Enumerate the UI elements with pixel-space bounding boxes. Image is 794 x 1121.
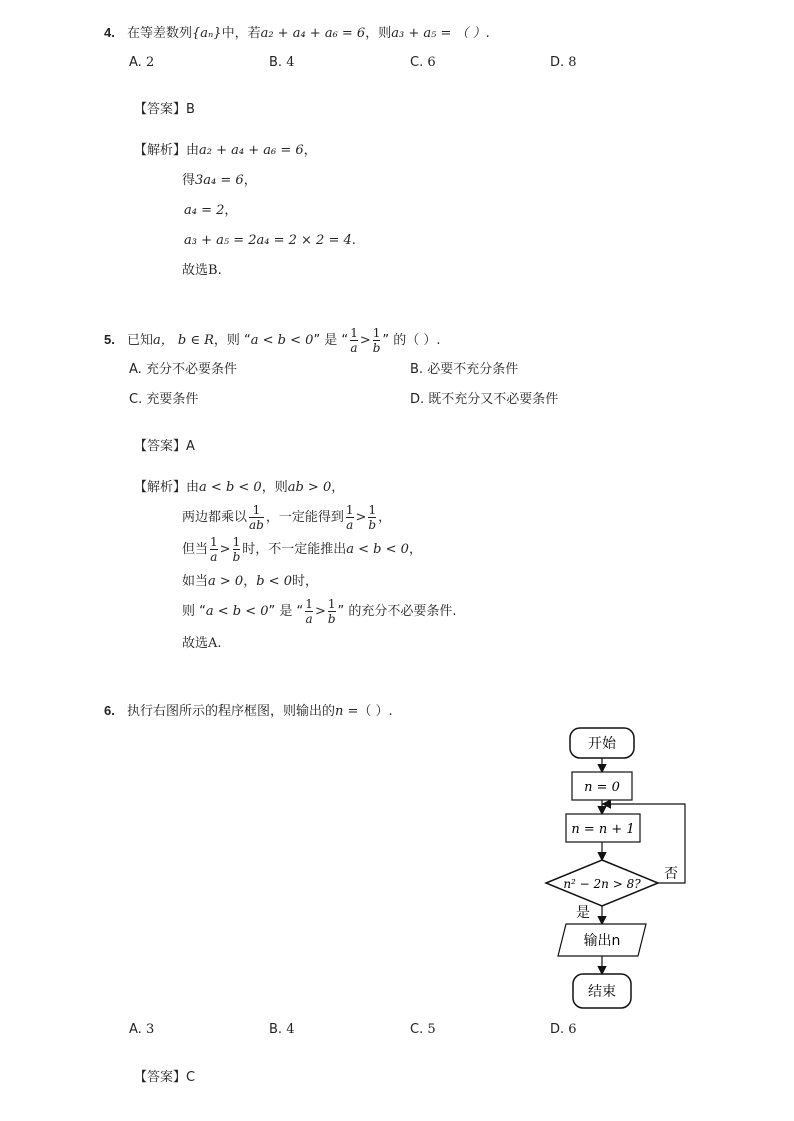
analysis-math: a < b < 0	[205, 604, 269, 619]
option-letter: C.	[129, 392, 143, 407]
analysis-math: B	[208, 263, 218, 278]
option-value: 5	[427, 1022, 436, 1037]
option-b[interactable]	[269, 54, 294, 72]
analysis-math: ab > 0	[287, 480, 332, 495]
analysis-math: a₄ = 2	[184, 203, 225, 218]
analysis-line	[182, 573, 318, 591]
init-label: n = 0	[584, 780, 620, 795]
question-5-stem	[104, 322, 441, 359]
numerator: 1	[368, 503, 377, 517]
option-letter: D.	[410, 392, 425, 407]
option-letter: A.	[129, 362, 142, 377]
stem-variables: a， b ∈ R	[153, 333, 214, 348]
denominator: b	[368, 518, 377, 532]
stem-math: n =	[335, 704, 359, 719]
analysis-text: 时，不一定能推出	[242, 542, 347, 557]
analysis-text: ” 的充分不必要条件.	[337, 604, 457, 619]
option-b[interactable]	[269, 1021, 294, 1039]
answer-line	[134, 438, 195, 456]
analysis-math: A	[208, 636, 218, 651]
option-a[interactable]	[129, 361, 237, 379]
analysis-text: 两边都乘以	[182, 510, 248, 525]
option-value: 6	[427, 55, 436, 70]
greater-than-sign: >	[359, 333, 371, 348]
option-letter: A.	[129, 55, 142, 70]
option-value: 8	[568, 55, 577, 70]
analysis-text: 则 “	[182, 604, 206, 619]
answer-value: B	[186, 102, 195, 117]
denominator: a	[350, 341, 358, 355]
answer-line	[134, 101, 195, 119]
analysis-line	[134, 142, 317, 160]
option-letter: C.	[410, 55, 424, 70]
option-letter: B.	[410, 362, 424, 377]
option-value: 2	[145, 55, 155, 70]
analysis-text: ，	[303, 143, 317, 158]
numerator: 1	[350, 326, 358, 340]
fraction-one-over-b	[233, 535, 241, 564]
stem-text: ，则 “	[213, 333, 251, 348]
end-label: 结束	[588, 984, 616, 1000]
analysis-line	[134, 479, 344, 497]
analysis-math: a < b < 0	[346, 542, 409, 557]
analysis-text: ” 是 “	[268, 604, 304, 619]
analysis-line	[182, 635, 222, 653]
analysis-label: 【解析】	[134, 480, 187, 495]
stem-text: 执行右图所示的程序框图，则输出的	[126, 704, 335, 719]
option-a[interactable]	[129, 1021, 154, 1039]
denominator: a	[210, 550, 218, 564]
denominator: b	[327, 612, 336, 626]
option-b[interactable]	[410, 361, 518, 379]
output-label: 输出n	[583, 933, 621, 949]
numerator: 1	[232, 535, 241, 549]
analysis-text: ，	[331, 480, 345, 495]
numerator: 1	[305, 597, 313, 611]
analysis-text: 故选	[182, 263, 209, 278]
analysis-line	[184, 202, 237, 220]
analysis-label: 【解析】	[134, 143, 187, 158]
option-letter: B.	[269, 1022, 283, 1037]
analysis-text: ，	[224, 203, 238, 218]
option-value: 4	[286, 1022, 295, 1037]
question-number: 5.	[104, 332, 115, 347]
denominator: a	[305, 612, 313, 626]
stem-text: 在等差数列	[126, 26, 192, 41]
analysis-text: 如当	[182, 574, 209, 589]
fraction-one-over-b	[368, 503, 376, 532]
option-value: 充分不必要条件	[145, 362, 237, 377]
option-letter: D.	[550, 55, 565, 70]
analysis-math: a₃ + a₅ = 2a₄ = 2 × 2 = 4	[184, 233, 352, 248]
start-label: 开始	[588, 736, 616, 752]
analysis-text: .	[217, 263, 222, 278]
option-value: 4	[286, 55, 295, 70]
increment-label: n = n + 1	[571, 822, 635, 837]
program-flowchart	[540, 724, 700, 1024]
option-value: 3	[145, 1022, 155, 1037]
condition-label: n² − 2n > 8?	[563, 877, 641, 891]
analysis-text: 时，	[291, 574, 318, 589]
option-letter: D.	[550, 1022, 565, 1037]
analysis-text: .	[217, 636, 222, 651]
stem-text: （ ）.	[358, 704, 393, 719]
analysis-text: 由	[186, 143, 200, 158]
option-c[interactable]	[410, 54, 436, 72]
analysis-line	[184, 232, 356, 250]
analysis-math: a > 0	[208, 574, 244, 589]
analysis-line	[182, 594, 457, 630]
option-c[interactable]	[129, 391, 198, 409]
stem-text: ” 的（ ）.	[382, 333, 441, 348]
question-number: 4.	[104, 25, 115, 40]
answer-line	[134, 1069, 195, 1087]
no-label: 否	[664, 866, 678, 882]
fraction-one-over-b	[328, 597, 336, 626]
fraction-one-over-a	[350, 326, 358, 355]
question-6-stem	[104, 702, 393, 721]
answer-value: A	[186, 439, 195, 454]
question-4-stem	[104, 24, 490, 43]
sequence-symbol: {aₙ}	[192, 26, 222, 41]
fraction-one-over-b	[373, 326, 381, 355]
option-value: 充要条件	[146, 392, 199, 407]
option-d[interactable]	[410, 391, 558, 409]
denominator: ab	[249, 518, 264, 532]
analysis-line	[182, 500, 391, 536]
greater-than-sign: >	[219, 542, 231, 557]
analysis-line	[182, 172, 257, 190]
stem-text: ” 是 “	[313, 333, 349, 348]
fraction-one-over-a	[346, 503, 354, 532]
question-number: 6.	[104, 703, 115, 718]
option-c[interactable]	[410, 1021, 436, 1039]
option-value: 必要不充分条件	[427, 362, 519, 377]
option-letter: A.	[129, 1022, 142, 1037]
option-letter: C.	[410, 1022, 424, 1037]
analysis-text: ，	[243, 574, 257, 589]
option-value: 6	[568, 1022, 577, 1037]
analysis-text: 但当	[182, 542, 209, 557]
analysis-text: ，则	[261, 480, 288, 495]
analysis-line	[182, 262, 222, 280]
option-d[interactable]	[550, 1021, 577, 1039]
greater-than-sign: >	[355, 510, 367, 525]
analysis-text: ，	[408, 542, 422, 557]
option-letter: B.	[269, 55, 283, 70]
numerator: 1	[372, 326, 381, 340]
stem-text: ，则	[365, 26, 392, 41]
analysis-text: .	[351, 233, 356, 248]
stem-text: 中，若	[221, 26, 261, 41]
denominator: b	[232, 550, 241, 564]
fraction-one-over-a	[305, 597, 313, 626]
condition-formula: a₂ + a₄ + a₆ = 6	[260, 26, 366, 41]
answer-label: 【答案】	[134, 102, 187, 117]
numerator: 1	[210, 535, 218, 549]
analysis-text: ，一定能得到	[265, 510, 344, 525]
answer-value: C	[186, 1070, 196, 1085]
option-d[interactable]	[550, 54, 577, 72]
analysis-text: 由	[186, 480, 200, 495]
denominator: b	[372, 341, 381, 355]
option-a[interactable]	[129, 54, 154, 72]
answer-label: 【答案】	[134, 439, 187, 454]
numerator: 1	[252, 503, 261, 517]
condition-formula: a < b < 0	[250, 333, 314, 348]
fraction-one-over-ab	[249, 503, 264, 532]
analysis-math: a < b < 0	[199, 480, 262, 495]
numerator: 1	[327, 597, 336, 611]
option-value: 既不充分又不必要条件	[428, 392, 559, 407]
answer-label: 【答案】	[134, 1070, 187, 1085]
analysis-line	[182, 532, 422, 568]
analysis-text: ，	[378, 510, 392, 525]
analysis-math: b < 0	[256, 574, 292, 589]
denominator: a	[346, 518, 354, 532]
analysis-text: ，	[243, 173, 257, 188]
yes-label: 是	[576, 905, 590, 921]
analysis-math: 3a₄ = 6	[195, 173, 244, 188]
numerator: 1	[345, 503, 354, 517]
analysis-text: 故选	[182, 636, 209, 651]
fraction-one-over-a	[210, 535, 218, 564]
analysis-math: a₂ + a₄ + a₆ = 6	[199, 143, 304, 158]
target-formula: a₃ + a₅ = （ ）.	[391, 26, 490, 41]
analysis-text: 得	[182, 173, 196, 188]
stem-text: 已知	[126, 333, 153, 348]
greater-than-sign: >	[314, 604, 326, 619]
